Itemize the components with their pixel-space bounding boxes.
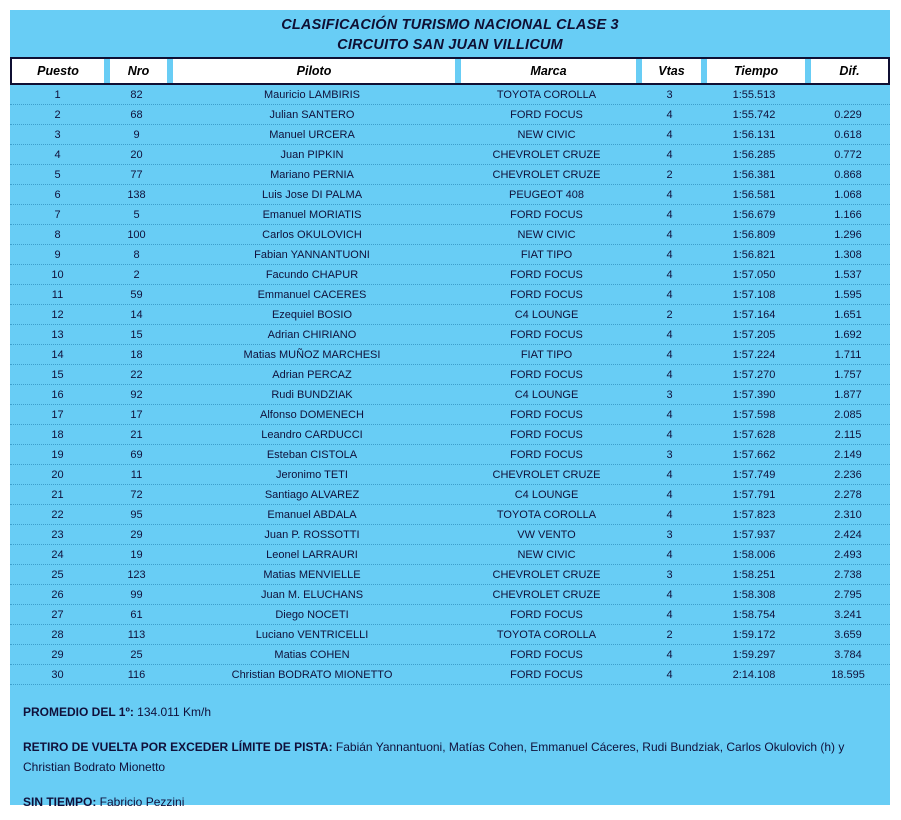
table-row [10,125,890,145]
cell-tiempo: 2:14.108 [732,668,776,681]
cell-piloto: Rudi BUNDZIAK [271,388,353,401]
cell-nro: 18 [130,348,143,361]
cell-nro: 5 [133,208,140,221]
table-row [10,525,890,545]
cell-tiempo: 1:57.662 [732,448,776,461]
cell-puesto: 10 [51,268,64,281]
sin-tiempo-value: Fabricio Pezzini [96,795,185,809]
column-header-vtas: Vtas [642,59,701,83]
cell-dif: 1.537 [834,268,862,281]
cell-nro: 2 [133,268,140,281]
cell-piloto: Manuel URCERA [269,128,355,141]
classification-panel [10,10,890,809]
cell-puesto: 15 [51,368,64,381]
cell-dif: 1.711 [834,348,862,361]
cell-dif: 3.784 [834,648,862,661]
cell-vtas: 3 [666,568,673,581]
cell-tiempo: 1:57.937 [732,528,776,541]
cell-dif: 3.241 [834,608,862,621]
cell-piloto: Santiago ALVAREZ [264,488,360,501]
cell-piloto: Matias COHEN [274,648,350,661]
cell-puesto: 5 [54,168,61,181]
cell-nro: 72 [130,488,143,501]
cell-tiempo: 1:56.809 [732,228,776,241]
cell-puesto: 4 [54,148,61,161]
table-row [10,405,890,425]
cell-puesto: 20 [51,468,64,481]
cell-nro: 11 [130,468,143,481]
cell-tiempo: 1:55.742 [732,108,776,121]
cell-tiempo: 1:58.754 [732,608,776,621]
cell-dif: 2.149 [834,448,862,461]
cell-marca: CHEVROLET CRUZE [492,468,601,481]
cell-dif: 0.868 [834,168,862,181]
cell-piloto: Matias MENVIELLE [263,568,361,581]
table-row [10,425,890,445]
cell-tiempo: 1:58.251 [732,568,776,581]
column-header-tiempo: Tiempo [707,59,805,83]
cell-vtas: 4 [666,588,673,601]
cell-nro: 59 [130,288,143,301]
cell-tiempo: 1:57.390 [732,388,776,401]
cell-marca: CHEVROLET CRUZE [492,568,601,581]
cell-piloto: Christian BODRATO MIONETTO [231,668,393,681]
cell-puesto: 21 [51,488,64,501]
cell-vtas: 3 [666,448,673,461]
table-row [10,265,890,285]
cell-piloto: Facundo CHAPUR [265,268,359,281]
column-header-puesto: Puesto [12,59,104,83]
cell-vtas: 4 [666,328,673,341]
cell-vtas: 4 [666,548,673,561]
cell-vtas: 4 [666,468,673,481]
cell-dif: 18.595 [831,668,865,681]
cell-puesto: 25 [51,568,64,581]
promedio-label: PROMEDIO DEL 1º: [23,705,134,719]
cell-nro: 69 [130,448,143,461]
table-row [10,585,890,605]
table-row [10,345,890,365]
cell-vtas: 2 [666,168,673,181]
cell-piloto: Emanuel MORIATIS [262,208,362,221]
cell-puesto: 27 [51,608,64,621]
sin-tiempo-label: SIN TIEMPO: [23,795,97,809]
cell-marca: FORD FOCUS [510,328,583,341]
table-row [10,645,890,665]
column-header-nro: Nro [110,59,167,83]
cell-tiempo: 1:57.791 [732,488,776,501]
cell-vtas: 2 [666,628,673,641]
cell-vtas: 4 [666,408,673,421]
cell-tiempo: 1:56.821 [732,248,776,261]
cell-nro: 116 [127,668,146,681]
cell-nro: 17 [130,408,143,421]
table-row [10,365,890,385]
table-row [10,305,890,325]
cell-dif: 1.877 [834,388,862,401]
cell-dif: 1.757 [834,368,862,381]
cell-nro: 14 [130,308,143,321]
cell-marca: FORD FOCUS [510,648,583,661]
cell-marca: NEW CIVIC [517,228,576,241]
cell-marca: CHEVROLET CRUZE [492,148,601,161]
cell-piloto: Diego NOCETI [275,608,349,621]
cell-puesto: 11 [51,288,64,301]
cell-vtas: 4 [666,288,673,301]
cell-tiempo: 1:57.224 [732,348,776,361]
cell-marca: FORD FOCUS [510,428,583,441]
cell-nro: 138 [127,188,146,201]
cell-vtas: 4 [666,148,673,161]
footer-notes [10,685,890,812]
cell-puesto: 18 [51,428,64,441]
cell-marca: NEW CIVIC [517,548,576,561]
cell-marca: C4 LOUNGE [514,308,579,321]
cell-tiempo: 1:57.050 [732,268,776,281]
cell-tiempo: 1:56.285 [732,148,776,161]
table-row [10,385,890,405]
table-row [10,545,890,565]
cell-piloto: Fabian YANNANTUONI [254,248,370,261]
table-row [10,505,890,525]
cell-dif: 2.115 [834,428,862,441]
cell-vtas: 4 [666,208,673,221]
cell-dif: 2.085 [834,408,862,421]
cell-piloto: Emanuel ABDALA [267,508,357,521]
promedio-value: 134.011 Km/h [133,705,212,719]
cell-tiempo: 1:57.598 [732,408,776,421]
cell-dif: 2.424 [834,528,862,541]
column-header-dif: Dif. [811,59,888,83]
cell-puesto: 22 [51,508,64,521]
cell-marca: FORD FOCUS [510,448,583,461]
cell-vtas: 4 [666,128,673,141]
cell-dif: 0.618 [834,128,862,141]
cell-piloto: Carlos OKULOVICH [262,228,362,241]
cell-piloto: Alfonso DOMENECH [260,408,364,421]
table-row [10,145,890,165]
column-header-marca: Marca [461,59,636,83]
cell-vtas: 4 [666,188,673,201]
cell-vtas: 4 [666,248,673,261]
retiro-value: Fabián Yannantuoni, Matías Cohen, Emmanuel Cáceres, Rudi Bundziak, Carlos Okulovich (h) y Christian Bodrato Mionetto [23,740,845,774]
cell-dif: 1.068 [834,188,862,201]
cell-tiempo: 1:58.308 [732,588,776,601]
cell-dif: 1.692 [834,328,862,341]
cell-dif: 2.795 [834,588,862,601]
cell-piloto: Ezequiel BOSIO [271,308,353,321]
cell-vtas: 4 [666,368,673,381]
cell-puesto: 9 [54,248,61,261]
cell-dif: 0.772 [834,148,862,161]
cell-nro: 99 [130,588,143,601]
cell-nro: 61 [130,608,143,621]
cell-puesto: 13 [51,328,64,341]
cell-piloto: Leandro CARDUCCI [261,428,363,441]
cell-puesto: 3 [54,128,61,141]
cell-dif [806,85,890,104]
cell-nro: 100 [127,228,146,241]
table-row [10,625,890,645]
table-row [10,285,890,305]
cell-tiempo: 1:56.679 [732,208,776,221]
cell-puesto: 23 [51,528,64,541]
cell-marca: TOYOTA COROLLA [496,88,597,101]
cell-vtas: 3 [666,388,673,401]
table-body [10,85,890,685]
cell-puesto: 14 [51,348,64,361]
cell-marca: FORD FOCUS [510,608,583,621]
cell-piloto: Esteban CISTOLA [266,448,358,461]
cell-tiempo: 1:59.297 [732,648,776,661]
cell-tiempo: 1:56.381 [732,168,776,181]
cell-puesto: 24 [51,548,64,561]
cell-dif: 0.229 [834,108,862,121]
cell-marca: FORD FOCUS [510,408,583,421]
cell-tiempo: 1:55.513 [732,88,776,101]
cell-puesto: 17 [51,408,64,421]
cell-vtas: 4 [666,508,673,521]
cell-nro: 77 [130,168,143,181]
cell-marca: FORD FOCUS [510,368,583,381]
cell-piloto: Emmanuel CACERES [257,288,367,301]
cell-marca: VW VENTO [517,528,576,541]
cell-nro: 9 [133,128,140,141]
cell-dif: 2.236 [834,468,862,481]
cell-nro: 123 [127,568,146,581]
cell-marca: FORD FOCUS [510,268,583,281]
cell-nro: 82 [130,88,143,101]
cell-puesto: 6 [54,188,61,201]
cell-marca: CHEVROLET CRUZE [492,588,601,601]
cell-piloto: Juan P. ROSSOTTI [264,528,360,541]
cell-tiempo: 1:57.270 [732,368,776,381]
cell-tiempo: 1:58.006 [732,548,776,561]
retiro-note [23,737,868,777]
table-header-row [10,57,890,85]
cell-marca: FIAT TIPO [520,248,573,261]
cell-vtas: 3 [666,88,673,101]
title-line1: CLASIFICACIÓN TURISMO NACIONAL CLASE 3 [281,17,619,33]
cell-vtas: 4 [666,268,673,281]
cell-nro: 25 [130,648,143,661]
cell-dif: 1.651 [834,308,862,321]
cell-vtas: 4 [666,608,673,621]
table-row [10,605,890,625]
cell-vtas: 4 [666,428,673,441]
cell-marca: FORD FOCUS [510,668,583,681]
cell-vtas: 2 [666,308,673,321]
cell-piloto: Luciano VENTRICELLI [255,628,369,641]
cell-piloto: Juan PIPKIN [280,148,344,161]
cell-vtas: 3 [666,528,673,541]
cell-tiempo: 1:57.628 [732,428,776,441]
cell-piloto: Mauricio LAMBIRIS [264,88,360,101]
cell-piloto: Mariano PERNIA [270,168,354,181]
cell-nro: 29 [130,528,143,541]
cell-dif: 2.278 [834,488,862,501]
table-row [10,445,890,465]
table-row [10,485,890,505]
cell-nro: 19 [130,548,143,561]
cell-dif: 1.595 [834,288,862,301]
cell-dif: 1.166 [834,208,862,221]
cell-nro: 15 [130,328,143,341]
cell-marca: FIAT TIPO [520,348,573,361]
cell-puesto: 8 [54,228,61,241]
cell-tiempo: 1:56.581 [732,188,776,201]
table-row [10,225,890,245]
cell-marca: NEW CIVIC [517,128,576,141]
cell-dif: 2.493 [834,548,862,561]
cell-nro: 8 [133,248,140,261]
cell-marca: CHEVROLET CRUZE [492,168,601,181]
cell-piloto: Jeronimo TETI [276,468,348,481]
table-row [10,205,890,225]
cell-nro: 20 [130,148,143,161]
cell-nro: 95 [130,508,143,521]
table-row [10,105,890,125]
cell-nro: 92 [130,388,143,401]
cell-vtas: 4 [666,648,673,661]
cell-tiempo: 1:57.749 [732,468,776,481]
cell-marca: TOYOTA COROLLA [496,508,597,521]
table-row [10,165,890,185]
title-line2: CIRCUITO SAN JUAN VILLICUM [337,37,563,53]
promedio-note [23,702,868,722]
table-row [10,565,890,585]
cell-marca: C4 LOUNGE [514,388,579,401]
cell-nro: 22 [130,368,143,381]
cell-puesto: 28 [51,628,64,641]
sin-tiempo-note [23,792,868,812]
cell-piloto: Julian SANTERO [269,108,355,121]
cell-puesto: 30 [51,668,64,681]
cell-tiempo: 1:57.205 [732,328,776,341]
cell-vtas: 4 [666,228,673,241]
cell-puesto: 12 [51,308,64,321]
cell-vtas: 4 [666,348,673,361]
cell-marca: FORD FOCUS [510,108,583,121]
cell-puesto: 19 [51,448,64,461]
cell-dif: 1.296 [834,228,862,241]
cell-dif: 2.738 [834,568,862,581]
cell-marca: C4 LOUNGE [514,488,579,501]
cell-tiempo: 1:59.172 [732,628,776,641]
cell-puesto: 7 [54,208,61,221]
cell-tiempo: 1:57.108 [732,288,776,301]
report-title [10,10,890,57]
cell-nro: 68 [130,108,143,121]
cell-tiempo: 1:56.131 [732,128,776,141]
cell-marca: PEUGEOT 408 [509,188,584,201]
cell-dif: 3.659 [834,628,862,641]
retiro-label: RETIRO DE VUELTA POR EXCEDER LÍMITE DE PISTA: [23,740,333,754]
cell-dif: 2.310 [834,508,862,521]
cell-dif: 1.308 [834,248,862,261]
cell-puesto: 1 [54,88,61,101]
cell-vtas: 4 [666,108,673,121]
table-row [10,245,890,265]
cell-marca: FORD FOCUS [510,208,583,221]
cell-piloto: Adrian CHIRIANO [267,328,357,341]
cell-vtas: 4 [666,488,673,501]
cell-piloto: Matias MUÑOZ MARCHESI [243,348,381,361]
cell-nro: 113 [127,628,146,641]
table-row [10,665,890,685]
table-row [10,325,890,345]
cell-tiempo: 1:57.164 [732,308,776,321]
cell-marca: TOYOTA COROLLA [496,628,597,641]
cell-puesto: 26 [51,588,64,601]
column-header-piloto: Piloto [173,59,455,83]
cell-piloto: Luis Jose DI PALMA [261,188,363,201]
cell-puesto: 16 [51,388,64,401]
cell-piloto: Juan M. ELUCHANS [260,588,364,601]
cell-puesto: 29 [51,648,64,661]
table-row [10,85,890,105]
table-row [10,465,890,485]
table-row [10,185,890,205]
cell-vtas: 4 [666,668,673,681]
cell-piloto: Leonel LARRAURI [266,548,358,561]
cell-puesto: 2 [54,108,61,121]
cell-marca: FORD FOCUS [510,288,583,301]
cell-piloto: Adrian PERCAZ [272,368,352,381]
cell-tiempo: 1:57.823 [732,508,776,521]
cell-nro: 21 [130,428,143,441]
